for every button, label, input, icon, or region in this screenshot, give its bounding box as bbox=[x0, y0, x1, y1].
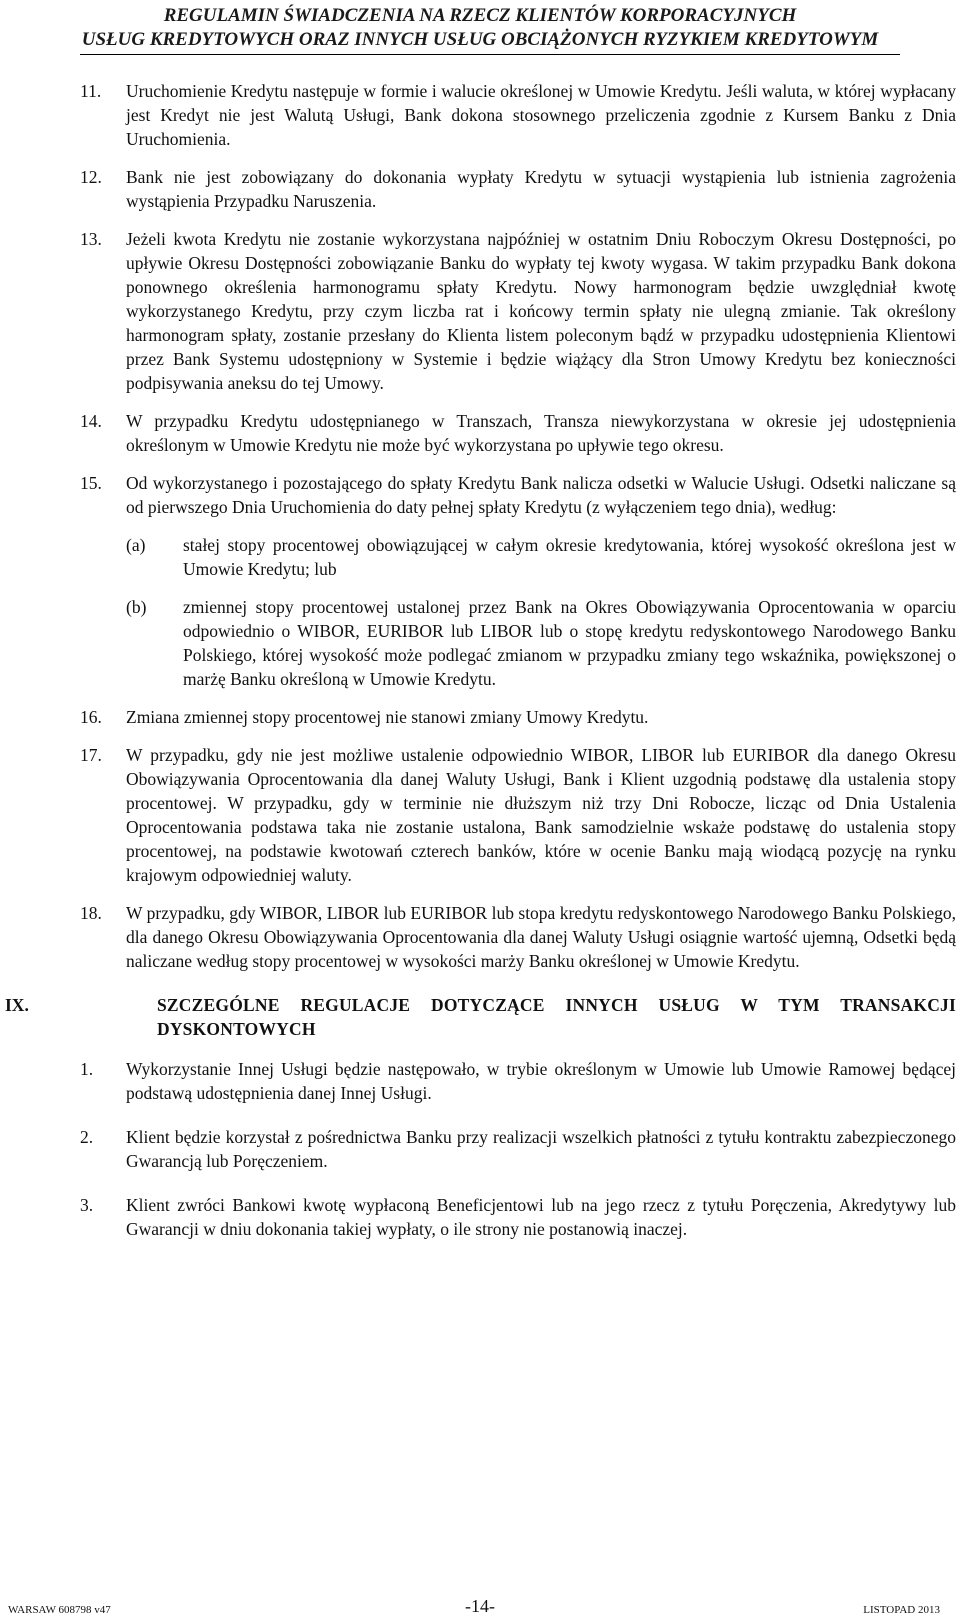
sub-clause-text: zmiennej stopy procentowej ustalonej przez Bank na Okres Obowiązywania Oprocentowania w oparciu odpowiednio o WIBOR, EURIBOR lub LIBOR lub o stopę kredytu redyskontowego Narodowego Banku Polskiego, której wysokość może podlegać zmianom w przypadku zmiany tego wskaźnika, powiększonej o marżę Banku określoną w Umowie Kredytu. bbox=[183, 597, 956, 689]
clause-number: 3. bbox=[80, 1195, 94, 1215]
section-clauses bbox=[80, 1057, 956, 1241]
document-body bbox=[5, 79, 956, 1261]
header-line-1: REGULAMIN ŚWIADCZENIA NA RZECZ KLIENTÓW KORPORACYJNYCH bbox=[163, 5, 797, 26]
header-line-2: USŁUG KREDYTOWYCH ORAZ INNYCH USŁUG OBCIĄŻONYCH RYZYKIEM KREDYTOWYM bbox=[81, 29, 879, 50]
document-date: LISTOPAD 2013 bbox=[863, 1604, 940, 1616]
clause-text: W przypadku, gdy WIBOR, LIBOR lub EURIBOR lub stopa kredytu redyskontowego Narodowego Banku Polskiego, dla danego Okresu Obowiązywania Oprocentowania dla danej Waluty Usługi osiągnie wartość ujemną, Odsetki będą naliczane według stopy procentowej w wysokości marży Banku określonej w Umowie Kredytu. bbox=[126, 903, 956, 971]
document-reference: WARSAW 608798 v47 bbox=[8, 1604, 111, 1616]
clause-text: Klient zwróci Bankowi kwotę wypłaconą Beneficjentowi lub na jego rzecz z tytułu Poręczenia, Akredytywy lub Gwarancji w dniu dokonania takiej wypłaty, o ile strony nie postanowią inaczej. bbox=[126, 1195, 956, 1239]
clause-number: 16. bbox=[80, 707, 102, 727]
clause-number: 15. bbox=[80, 473, 102, 493]
clause-text: W przypadku, gdy nie jest możliwe ustalenie odpowiednio WIBOR, LIBOR lub EURIBOR dla danego Okresu Obowiązywania Oprocentowania dla danej Waluty Usługi, Bank i Klient uzgodnią podstawę dla ustalenia stopy procentowej. W przypadku, gdy w terminie nie dłuższym niż trzy Dni Robocze, licząc od Dnia Ustalenia Oprocentowania podstawa taka nie zostanie ustalona, Bank samodzielnie wskaże podstawę do ustalenia stopy procentowej, na podstawie kwotowań czterech banków, które w ocenie Banku mają wiodącą pozycję na rynku krajowym odpowiedniej waluty. bbox=[126, 745, 956, 885]
clause-number: 2. bbox=[80, 1127, 94, 1147]
section-clause-3 bbox=[80, 1193, 956, 1241]
clause-16 bbox=[80, 705, 956, 729]
clause-text: Zmiana zmiennej stopy procentowej nie stanowi zmiany Umowy Kredytu. bbox=[126, 707, 649, 727]
clause-text: Uruchomienie Kredytu następuje w formie i walucie określonej w Umowie Kredytu. Jeśli waluta, w której wypłacany jest Kredyt nie jest Walutą Usługi, Bank dokona stosownego przeliczenia zgodnie z Kursem Banku z Dnia Uruchomienia. bbox=[126, 81, 956, 149]
page-number: -14- bbox=[465, 1596, 495, 1616]
clause-text: Od wykorzystanego i pozostającego do spłaty Kredytu Bank nalicza odsetki w Walucie Usługi. Odsetki naliczane są od pierwszego Dnia Uruchomienia do daty pełnej spłaty Kredytu (z wyłączeniem tego dnia), według: bbox=[126, 473, 956, 517]
clause-text: Wykorzystanie Innej Usługi będzie następowało, w trybie określonym w Umowie lub Umowie Ramowej będącej podstawą udostępnienia danej Innej Usługi. bbox=[126, 1059, 956, 1103]
clause-13 bbox=[80, 227, 956, 395]
clause-number: 17. bbox=[80, 745, 102, 765]
section-number: IX. bbox=[5, 995, 29, 1015]
clause-text: Bank nie jest zobowiązany do dokonania wypłaty Kredytu w sytuacji wystąpienia lub istnienia zagrożenia wystąpienia Przypadku Naruszenia. bbox=[126, 167, 956, 211]
document-header bbox=[0, 4, 960, 52]
sub-clause-label: (b) bbox=[126, 597, 147, 617]
clause-number: 18. bbox=[80, 903, 102, 923]
clause-number: 14. bbox=[80, 411, 102, 431]
sub-clause-text: stałej stopy procentowej obowiązującej w całym okresie kredytowania, której wysokość określona jest w Umowie Kredytu; lub bbox=[183, 535, 956, 579]
section-clause-1 bbox=[80, 1057, 956, 1105]
clause-12 bbox=[80, 165, 956, 213]
header-divider bbox=[80, 54, 900, 55]
clause-15 bbox=[80, 471, 956, 691]
clause-text: W przypadku Kredytu udostępnianego w Transzach, Transza niewykorzystana w okresie jej udostępnienia określonym w Umowie Kredytu nie może być wykorzystana po upływie tego okresu. bbox=[126, 411, 956, 455]
clause-17 bbox=[80, 743, 956, 887]
page-footer bbox=[0, 1596, 960, 1622]
clause-number: 12. bbox=[80, 167, 102, 187]
clause-18 bbox=[80, 901, 956, 973]
section-clause-2 bbox=[80, 1125, 956, 1173]
clause-text: Klient będzie korzystał z pośrednictwa Banku przy realizacji wszelkich płatności z tytułu kontraktu zabezpieczonego Gwarancją lub Poręczeniem. bbox=[126, 1127, 956, 1171]
clause-14 bbox=[80, 409, 956, 457]
section-heading bbox=[0, 993, 956, 1041]
sub-clause-b bbox=[126, 595, 956, 691]
clause-11 bbox=[80, 79, 956, 151]
sub-clause-a bbox=[126, 533, 956, 581]
clause-number: 1. bbox=[80, 1059, 94, 1079]
clause-number: 13. bbox=[80, 229, 102, 249]
clause-text: Jeżeli kwota Kredytu nie zostanie wykorzystana najpóźniej w ostatnim Dniu Roboczym Okresu Dostępności, po upływie Okresu Dostępności zobowiązanie Banku do wypłaty tej kwoty wygasa. W takim przypadku Bank dokona ponownego określenia harmonogramu spłaty Kredytu. Nowy harmonogram będzie uwzględniał kwotę wykorzystanego Kredytu, przy czym liczba rat i końcowy termin spłaty nie ulegną zmianie. Tak określony harmonogram spłaty, zostanie przesłany do Klienta listem poleconym bądź w przypadku udostępnienia Klientowi przez Bank Systemu udostępniony w Systemie i będzie wiążący dla Stron Umowy Kredytu bez konieczności podpisywania aneksu do tej Umowy. bbox=[126, 229, 956, 393]
section-title: SZCZEGÓLNE REGULACJE DOTYCZĄCE INNYCH USŁUG W TYM TRANSAKCJI DYSKONTOWYCH bbox=[157, 995, 956, 1039]
sub-clause-label: (a) bbox=[126, 535, 146, 555]
clause-number: 11. bbox=[80, 81, 102, 101]
